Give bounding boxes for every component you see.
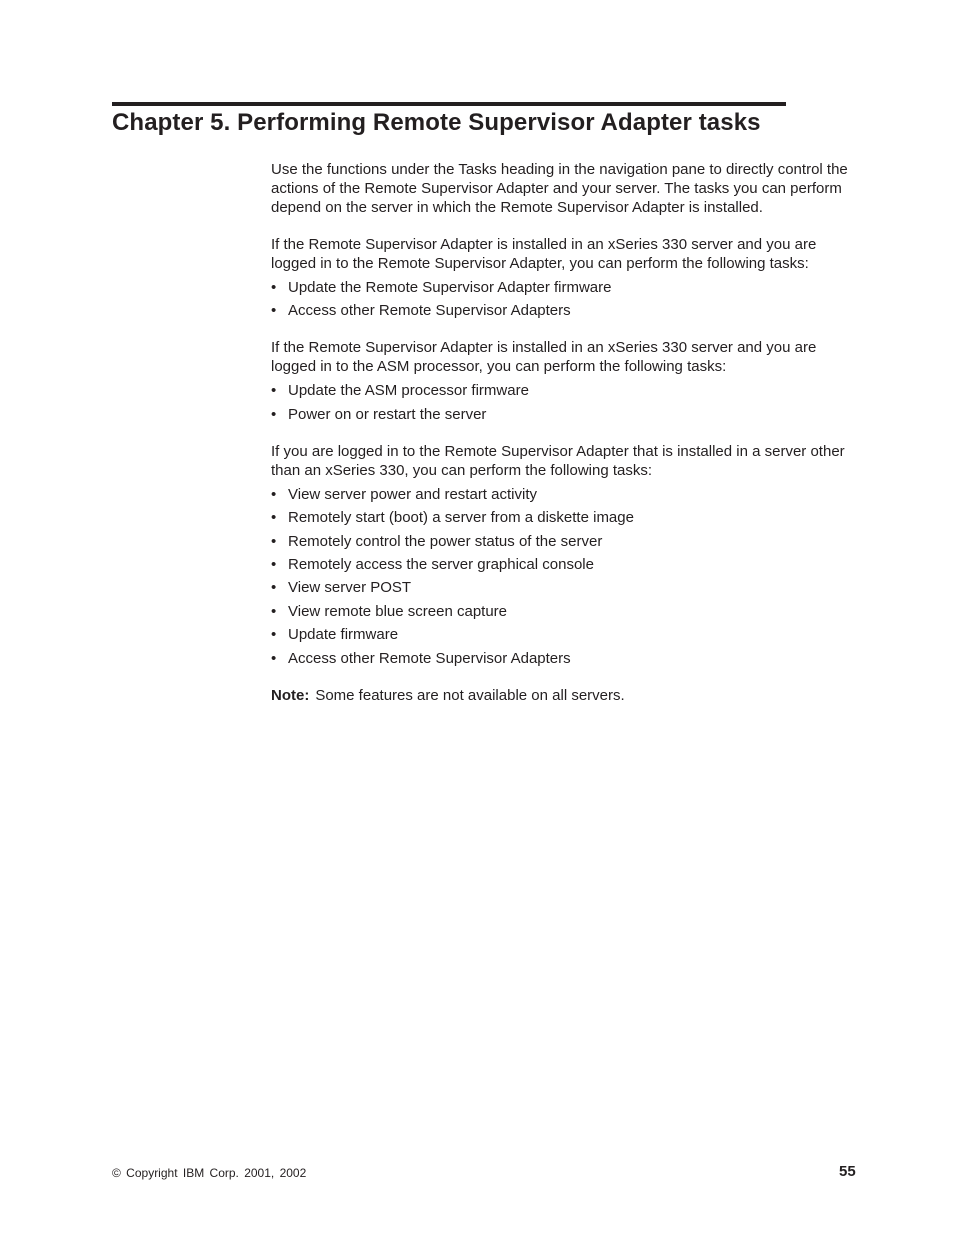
list-item	[271, 381, 861, 400]
list-item-text: Access other Remote Supervisor Adapters	[288, 649, 571, 667]
list-item-text: Update the ASM processor firmware	[288, 382, 529, 400]
list-item-text: Update firmware	[288, 626, 399, 644]
list-item	[271, 508, 861, 527]
list-item	[271, 485, 861, 504]
list-item	[271, 532, 861, 551]
intro-paragraph: Use the functions under the Tasks heading in the navigation pane to directly control the actions of the Remote Supervisor Adapter and your server. The tasks you can perform depend on the server in which the Remote Supervisor Adapter is installed.	[271, 161, 848, 216]
bullet-icon: •	[271, 382, 277, 400]
chapter-title: Chapter 5. Performing Remote Supervisor Adapter tasks	[112, 109, 761, 136]
bullet-icon: •	[271, 302, 277, 320]
list-item	[271, 649, 861, 668]
section3-task-list	[271, 485, 861, 668]
list-item-text: View remote blue screen capture	[288, 602, 508, 620]
bullet-icon: •	[271, 579, 277, 597]
list-item-text: Remotely access the server graphical console	[288, 555, 594, 573]
bullet-icon: •	[271, 626, 277, 644]
list-item-text: View server POST	[288, 579, 412, 597]
list-item-text: Remotely control the power status of the server	[288, 532, 603, 550]
list-item	[271, 278, 861, 297]
list-item	[271, 602, 861, 621]
note	[271, 686, 861, 705]
list-item-text: Access other Remote Supervisor Adapters	[288, 302, 571, 320]
list-item-text: Update the Remote Supervisor Adapter firmware	[288, 279, 612, 296]
list-item-text: Power on or restart the server	[288, 405, 487, 423]
bullet-icon: •	[271, 485, 277, 503]
section1-lead: If the Remote Supervisor Adapter is installed in an xSeries 330 server and you are logged in to the Remote Supervisor Adapter, you can perform the following tasks:	[271, 236, 817, 272]
bullet-icon: •	[271, 649, 277, 667]
footer-copyright: © Copyright IBM Corp. 2001, 2002	[112, 1166, 307, 1180]
page-number: 55	[839, 1163, 856, 1180]
bullet-icon: •	[271, 405, 277, 423]
section2-task-list	[271, 381, 861, 423]
list-item-text: Remotely start (boot) a server from a diskette image	[288, 509, 634, 527]
bullet-icon: •	[271, 532, 277, 550]
note-label: Note:	[271, 686, 310, 704]
list-item-text: View server power and restart activity	[288, 485, 537, 503]
section1-task-list	[271, 278, 861, 320]
list-item	[271, 555, 861, 574]
list-item	[271, 578, 861, 597]
section2-lead: If the Remote Supervisor Adapter is installed in an xSeries 330 server and you are logged in to the ASM processor, you can perform the following tasks:	[271, 339, 817, 376]
bullet-icon: •	[271, 555, 277, 573]
list-item	[271, 301, 861, 320]
list-item	[271, 625, 861, 644]
bullet-icon: •	[271, 279, 277, 296]
chapter-rule	[112, 102, 786, 106]
note-text: Some features are not available on all servers.	[315, 686, 625, 704]
bullet-icon: •	[271, 602, 277, 620]
page-body	[271, 160, 861, 705]
section3-lead: If you are logged in to the Remote Supervisor Adapter that is installed in a server other than an xSeries 330, you can perform the following tasks:	[271, 442, 845, 479]
bullet-icon: •	[271, 509, 277, 527]
list-item	[271, 405, 861, 424]
